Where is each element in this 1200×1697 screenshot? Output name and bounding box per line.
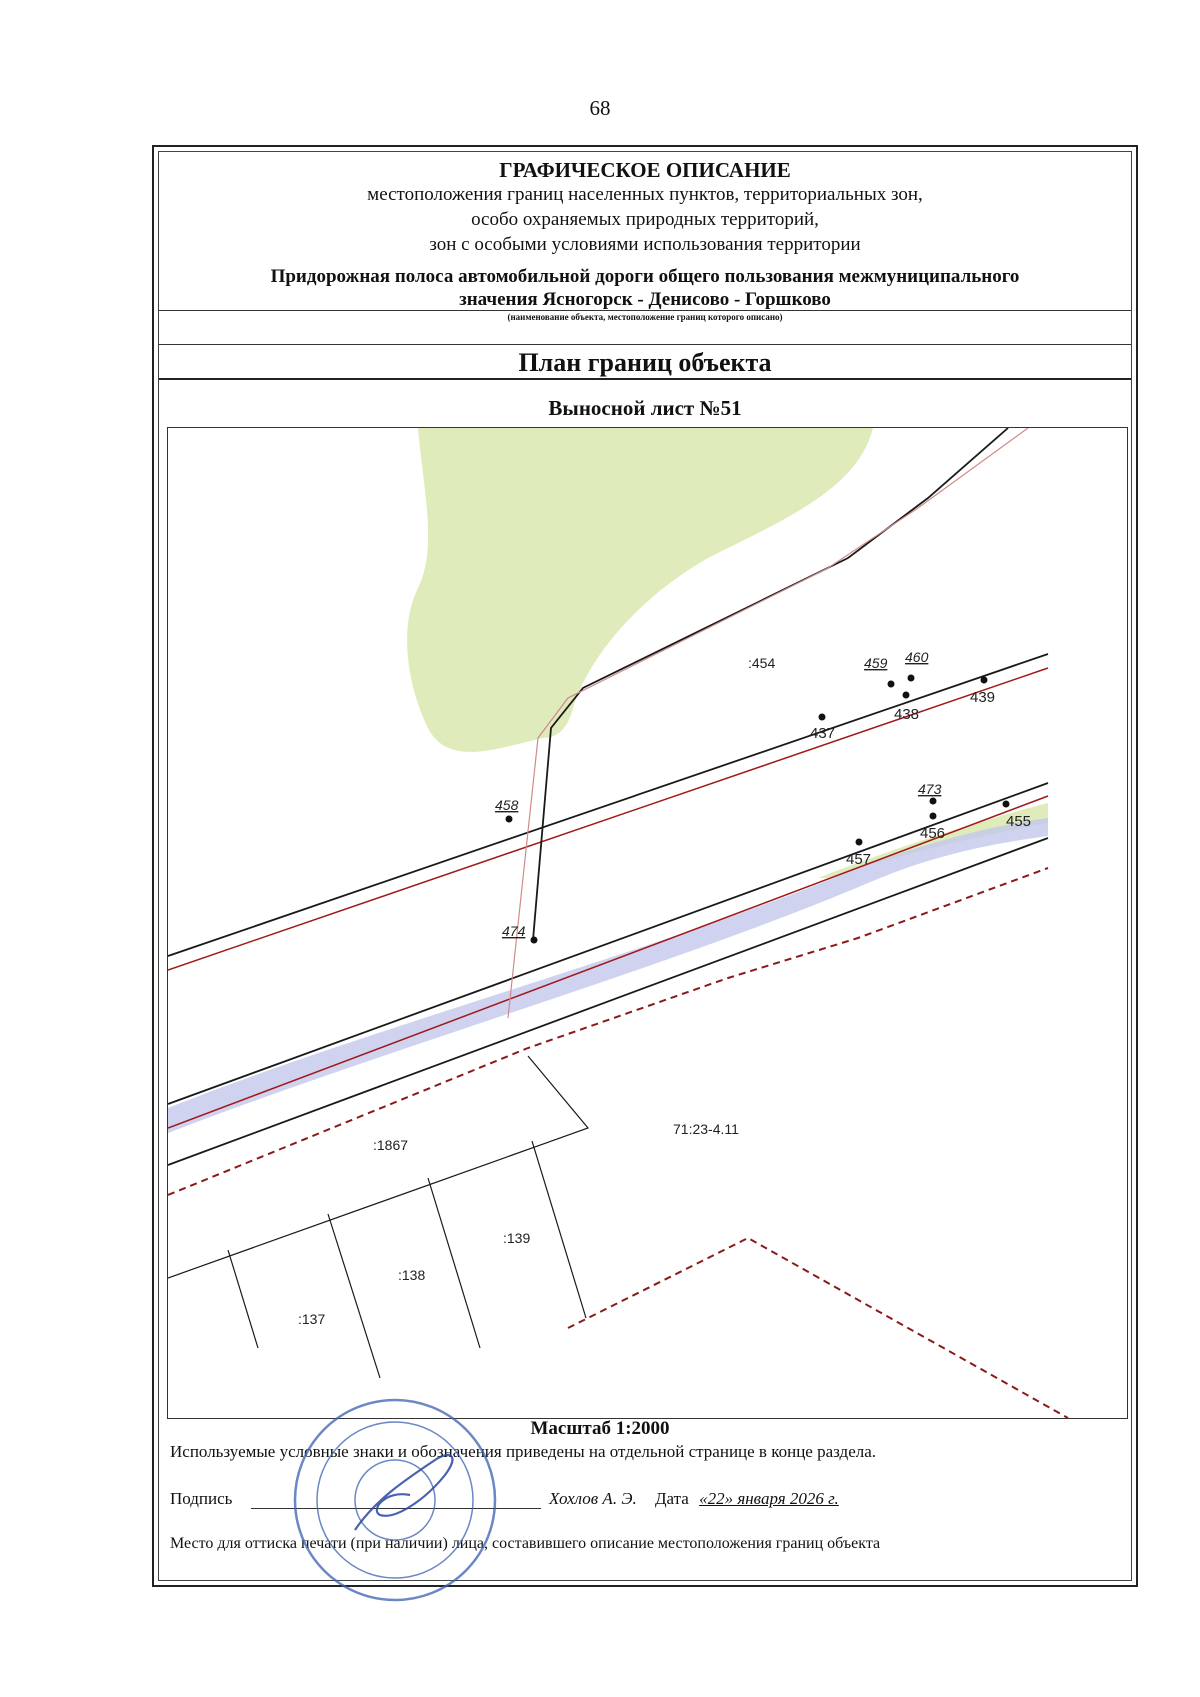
boundary-point: [930, 813, 937, 820]
parcel-label: :138: [398, 1267, 426, 1283]
point-label: 439: [970, 689, 996, 706]
subtitle-line-3: зон с особыми условиями использования территории: [429, 234, 861, 255]
point-label: 456: [920, 825, 946, 842]
official-stamp: [285, 1390, 505, 1610]
boundary-line: [168, 654, 1048, 956]
point-label: 457: [846, 851, 872, 868]
date-value: «22» января 2026 г.: [699, 1489, 839, 1508]
point-label: 473: [918, 781, 942, 797]
object-name-line-1: Придорожная полоса автомобильной дороги общего пользования межмуниципального: [270, 266, 1020, 287]
section-title: План границ объекта: [518, 348, 772, 377]
subtitle-line-1: местоположения границ населенных пунктов, территориальных зон,: [367, 184, 923, 205]
boundary-point: [888, 681, 895, 688]
road-band: [168, 818, 1048, 1133]
parcel-label: :139: [503, 1230, 531, 1246]
point-label: 438: [894, 706, 920, 723]
boundary-point: [981, 677, 988, 684]
parcel-label: :1867: [373, 1137, 409, 1153]
doc-title: ГРАФИЧЕСКОЕ ОПИСАНИЕ: [499, 158, 791, 182]
boundary-line: [168, 783, 1048, 1104]
point-label: 459: [864, 655, 888, 671]
object-caption: (наименование объекта, местоположение границ которого описано): [507, 312, 783, 322]
page-number: 68: [589, 96, 611, 120]
boundary-point: [930, 798, 937, 805]
divider: [159, 378, 1131, 380]
point-label: 474: [502, 923, 526, 939]
point-label: 437: [810, 725, 836, 742]
parcel-boundary: [428, 1178, 480, 1348]
boundary-point: [819, 714, 826, 721]
object-name-line-2: значения Ясногорск - Денисово - Горшково: [459, 289, 831, 310]
boundary-point: [903, 692, 910, 699]
divider: [159, 344, 1131, 345]
subtitle-line-2: особо охраняемых природных территорий,: [471, 209, 819, 230]
parcel-label: :137: [298, 1311, 326, 1327]
seal-note: Место для оттиска печати (при наличии) лица, составившего описание местоположения границ объекта: [170, 1535, 881, 1552]
legend-note: Используемые условные знаки и обозначения приведены на отдельной странице в конце раздела.: [170, 1442, 877, 1461]
parcel-boundary: [328, 1214, 380, 1378]
parcel-boundary: [228, 1250, 258, 1348]
map-drawing: [168, 428, 1127, 1418]
boundary-point: [531, 937, 538, 944]
signature-label: Подпись: [170, 1489, 233, 1508]
boundary-map: [167, 427, 1128, 1419]
signer-name: Хохлов А. Э.: [548, 1489, 637, 1508]
point-label: 460: [905, 649, 929, 665]
boundary-point: [908, 675, 915, 682]
point-label: 458: [495, 797, 519, 813]
zone-line: [168, 796, 1048, 1128]
boundary-point: [506, 816, 513, 823]
scale-label: Масштаб 1:2000: [530, 1418, 670, 1439]
sheet-title: Выносной лист №51: [548, 396, 742, 420]
parcel-label: :454: [748, 655, 776, 671]
parcel-label: 71:23-4.11: [673, 1121, 739, 1137]
boundary-point: [856, 839, 863, 846]
parcel-boundary: [532, 1141, 586, 1318]
green-area: [407, 428, 873, 752]
dashed-boundary: [568, 1238, 1068, 1418]
point-label: 455: [1006, 813, 1032, 830]
divider: [159, 310, 1131, 311]
boundary-point: [1003, 801, 1010, 808]
dashed-boundary: [168, 868, 1048, 1195]
date-label: Дата: [654, 1489, 689, 1508]
boundary-line: [168, 838, 1048, 1165]
